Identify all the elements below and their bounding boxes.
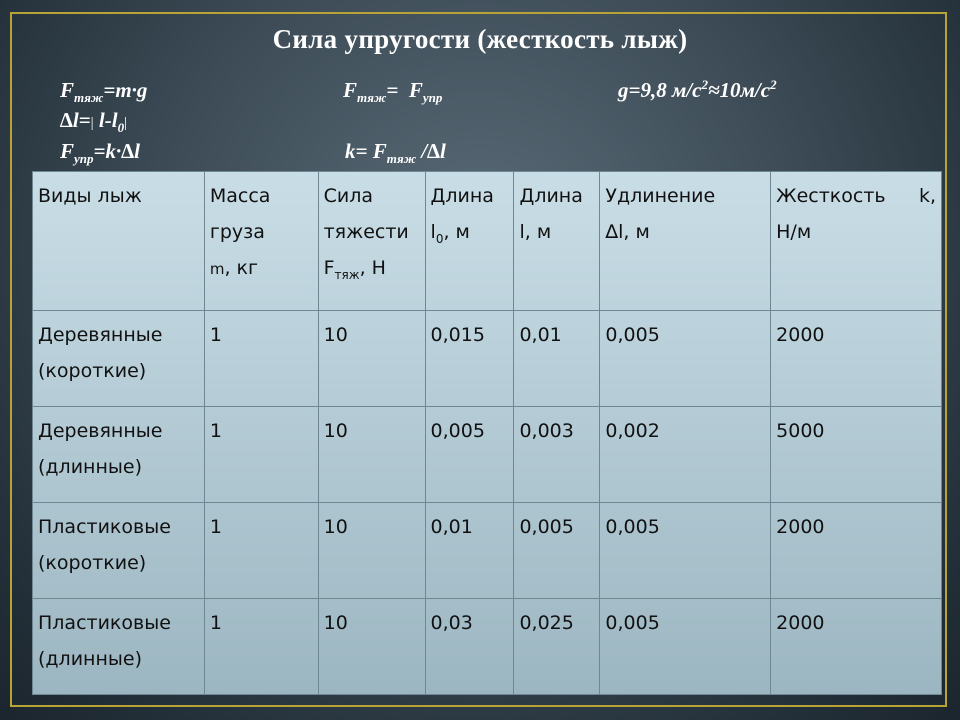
slide-title: Сила упругости (жесткость лыж) <box>272 24 688 54</box>
cell-initial-length: 0,03 <box>425 599 514 695</box>
cell-elongation: 0,005 <box>600 599 771 695</box>
cell-elongation: 0,002 <box>600 407 771 503</box>
cell-elongation: 0,005 <box>600 503 771 599</box>
header-mass: Масса груза m, кг <box>204 172 318 311</box>
cell-stiffness: 2000 <box>771 599 942 695</box>
header-force: Сила тяжести $F_{тяж}$, Н <box>318 172 425 311</box>
cell-initial-length: 0,015 <box>425 311 514 407</box>
cell-elongation: 0,005 <box>600 311 771 407</box>
cell-length: 0,025 <box>514 599 600 695</box>
header-stiffness: Жесткость k, Н/м <box>771 172 942 311</box>
table-row <box>33 407 942 503</box>
cell-stiffness: 2000 <box>771 503 942 599</box>
cell-length: 0,005 <box>514 503 600 599</box>
header-initial-length: Длина $l_0$, м <box>425 172 514 311</box>
formula-g: g=9,8 $м/с^2\approx 10м/с^2$ <box>618 77 777 102</box>
cell-force: 10 <box>318 599 425 695</box>
cell-mass: 1 <box>204 311 318 407</box>
cell-length: 0,01 <box>514 311 600 407</box>
cell-initial-length: 0,01 <box>425 503 514 599</box>
cell-force: 10 <box>318 503 425 599</box>
formula-stiffness: $k= F_{тяж}$ /∆l <box>345 139 446 167</box>
cell-mass: 1 <box>204 503 318 599</box>
table-row <box>33 311 942 407</box>
cell-kind: Пластиковые (короткие) <box>33 503 205 599</box>
header-length: Длина l, м <box>514 172 600 311</box>
cell-kind: Деревянные (короткие) <box>33 311 205 407</box>
formula-hooke: $F_{упр}=k\cdot\Delta l$ <box>60 139 140 167</box>
cell-mass: 1 <box>204 407 318 503</box>
formula-elongation: ∆l=| $l-l_0|$ <box>60 108 128 136</box>
cell-initial-length: 0,005 <box>425 407 514 503</box>
cell-length: 0,003 <box>514 407 600 503</box>
cell-mass: 1 <box>204 599 318 695</box>
header-kind: Виды лыж <box>33 172 205 311</box>
cell-stiffness: 5000 <box>771 407 942 503</box>
formula-gravity: $F_{тяж}=m\cdot g$ <box>60 78 148 106</box>
formula-equality: $F_{тяж}= F_{упр}$ <box>343 78 443 106</box>
cell-force: 10 <box>318 311 425 407</box>
table-row <box>33 599 942 695</box>
header-elongation: Удлинение ∆l, м <box>600 172 771 311</box>
cell-stiffness: 2000 <box>771 311 942 407</box>
table-header-row <box>33 172 942 311</box>
cell-kind: Деревянные (длинные) <box>33 407 205 503</box>
cell-force: 10 <box>318 407 425 503</box>
table-row <box>33 503 942 599</box>
cell-kind: Пластиковые (длинные) <box>33 599 205 695</box>
stiffness-table <box>32 171 942 695</box>
